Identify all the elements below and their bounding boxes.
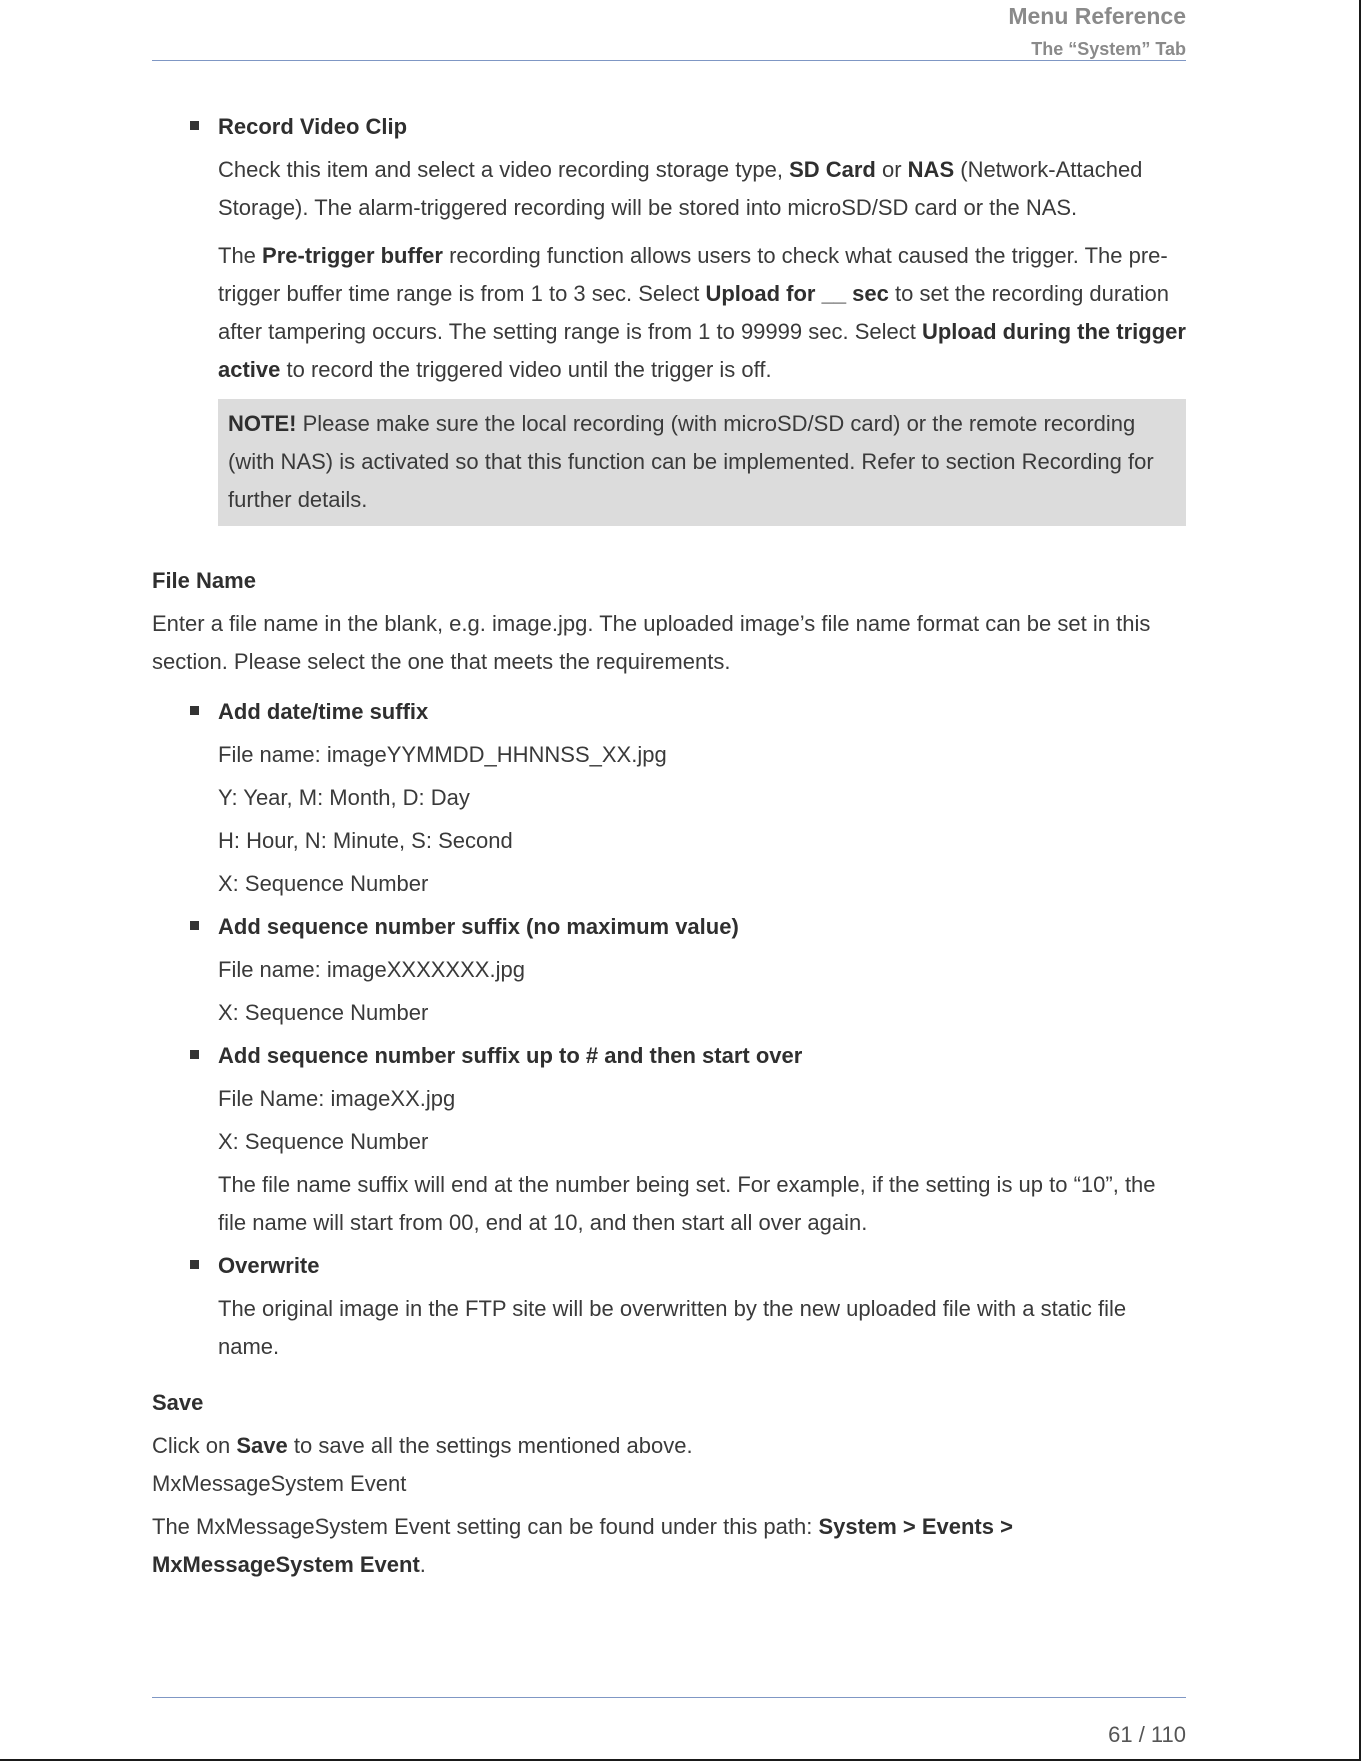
page-body <box>152 108 1186 1584</box>
option-line: X: Sequence Number <box>218 1000 429 1025</box>
option-line: X: Sequence Number <box>218 871 429 896</box>
mx-heading: MxMessageSystem Event <box>152 1471 407 1496</box>
option-line: Y: Year, M: Month, D: Day <box>218 785 470 810</box>
option-sequence-up-to <box>218 1037 1186 1242</box>
text-run: Click on <box>152 1433 237 1458</box>
bullet-title: Record Video Clip <box>218 114 408 139</box>
record-paragraph-2 <box>218 237 1186 389</box>
text-run: or <box>875 157 908 182</box>
option-line: The file name suffix will end at the number being set. For example, if the setting is up to “10”, the file name will start from 00, end at 10, and then start all over again. <box>218 1172 1156 1235</box>
page-number: 61 / 110 <box>1108 1722 1186 1747</box>
text-run: to save all the settings mentioned above. <box>287 1433 693 1458</box>
page-header <box>152 0 1186 60</box>
text-run: (Network-Attached Storage). The alarm-triggered recording will be stored into microSD/SD card or the NAS. <box>218 157 1143 220</box>
option-line: The original image in the FTP site will be overwritten by the new uploaded file with a static file name. <box>218 1296 1127 1359</box>
bullet-option-title <box>218 1037 1186 1075</box>
bullet-option-title <box>218 908 1186 946</box>
text-run: to set the recording duration after tampering occurs. The setting range is from 1 to 99999 sec. Select <box>218 281 1169 344</box>
mx-path-term: System > Events > MxMessageSystem Event <box>152 1514 1013 1577</box>
note-label: NOTE! <box>228 411 297 436</box>
option-line: File name: imageXXXXXXX.jpg <box>218 957 525 982</box>
file-name-heading: File Name <box>152 568 256 593</box>
text-run: The MxMessageSystem Event setting can be found under this path: <box>152 1514 819 1539</box>
bullet-option-title <box>218 1247 1186 1285</box>
record-paragraph-1 <box>218 151 1186 227</box>
header-title: Menu Reference <box>1008 3 1186 29</box>
pre-trigger-buffer-term: Pre-trigger buffer <box>262 243 443 268</box>
nas-term: NAS <box>907 157 955 182</box>
save-heading: Save <box>152 1390 204 1415</box>
note-text <box>228 405 1176 519</box>
header-subtitle: The “System” Tab <box>1031 39 1186 59</box>
save-term: Save <box>236 1433 288 1458</box>
record-video-clip-section <box>152 108 1186 526</box>
text-run: to record the triggered video until the trigger is off. <box>280 357 772 382</box>
bullet-record-video-clip <box>218 108 1186 146</box>
text-run: Check this item and select a video recording storage type, <box>218 157 790 182</box>
sd-card-term: SD Card <box>789 157 876 182</box>
text-run: recording function allows users to check what caused the trigger. The pre-trigger buffer time range is from 1 to 3 sec. Select <box>218 243 1168 306</box>
header-rule <box>152 60 1186 61</box>
option-sequence-no-max <box>218 908 1186 1032</box>
text-run: The <box>218 243 263 268</box>
option-title: Add sequence number suffix (no maximum value) <box>218 914 739 939</box>
option-overwrite <box>218 1247 1186 1366</box>
save-paragraph <box>152 1427 1186 1465</box>
option-title: Add date/time suffix <box>218 699 429 724</box>
upload-during-trigger-term: Upload during the trigger active <box>218 319 1186 382</box>
option-line: File name: imageYYMMDD_HHNNSS_XX.jpg <box>218 742 667 767</box>
note-box <box>218 399 1186 526</box>
option-line: H: Hour, N: Minute, S: Second <box>218 828 513 853</box>
text-run: . <box>419 1552 426 1577</box>
bullet-option-title <box>218 693 1186 731</box>
option-date-time-suffix <box>218 693 1186 903</box>
option-title: Add sequence number suffix up to # and then start over <box>218 1043 803 1068</box>
option-line: X: Sequence Number <box>218 1129 429 1154</box>
file-name-intro: Enter a file name in the blank, e.g. image.jpg. The uploaded image’s file name format can be set in this section. Please select the one that meets the requirements. <box>152 611 1151 674</box>
note-body: Please make sure the local recording (with microSD/SD card) or the remote recording (with NAS) is activated so that this function can be implemented. Refer to section Recording for further details. <box>228 411 1154 512</box>
square-bullet-icon <box>190 921 199 930</box>
upload-for-term: Upload for __ sec <box>705 281 889 306</box>
footer-rule <box>152 1697 1186 1698</box>
file-name-options <box>152 693 1186 1366</box>
square-bullet-icon <box>190 1050 199 1059</box>
mx-paragraph <box>152 1508 1186 1584</box>
square-bullet-icon <box>190 121 199 130</box>
square-bullet-icon <box>190 706 199 715</box>
option-line: File Name: imageXX.jpg <box>218 1086 456 1111</box>
square-bullet-icon <box>190 1260 199 1269</box>
option-title: Overwrite <box>218 1253 320 1278</box>
